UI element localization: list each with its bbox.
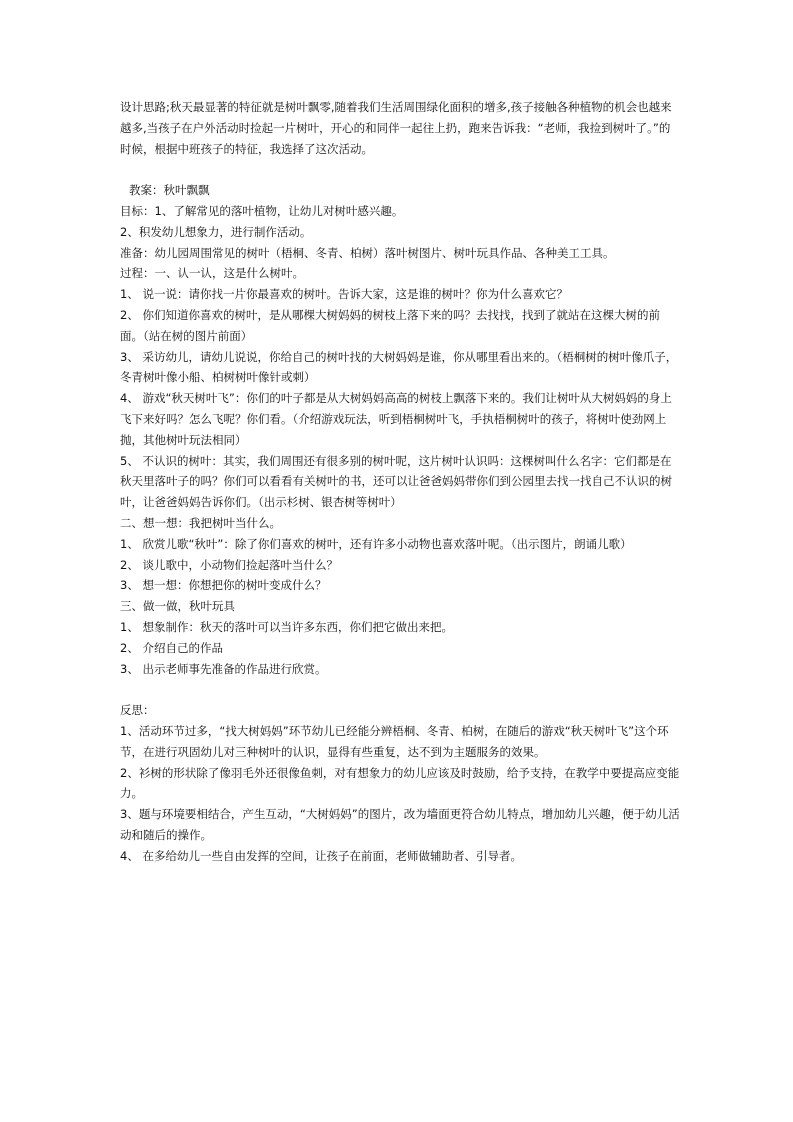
reflection-item: 4、 在多给幼儿一些自由发挥的空间，让孩子在前面，老师做辅助者、引导者。 [120, 848, 522, 863]
lesson-step: 1、 说一说：请你找一片你最喜欢的树叶。告诉大家，这是谁的树叶？你为什么喜欢它？ [120, 287, 568, 302]
lesson-goal-1: 目标：1、了解常见的落叶植物，让幼儿对树叶感兴趣。 [120, 203, 404, 218]
document-body [120, 97, 680, 866]
lesson-step: 4、 游戏“秋天树叶飞”：你们的叶子都是从大树妈妈高高的树枝上飘落下来的。我们让树叶从大树妈妈的身上飞下来好吗？怎么飞呢？你们看。（介绍游戏玩法，听到梧桐树叶飞，手执梧桐树叶的孩子，将树叶使劲网上抛，其他树叶玩法相同） [120, 391, 672, 447]
reflection-item: 2、衫树的形状除了像羽毛外还很像鱼刺，对有想象力的幼儿应该及时鼓励，给予支持，在教学中要提高应变能力。 [120, 765, 680, 801]
lesson-step: 2、 你们知道你喜欢的树叶，是从哪棵大树妈妈的树枝上落下来的吗？去找找，找到了就站在这棵大树的前面。（站在树的图片前面） [120, 307, 660, 343]
lesson-process-part-3: 三、做一做，秋叶玩具 [120, 599, 235, 614]
lesson-step: 2、 谈儿歌中，小动物们捡起落叶当什么？ [120, 557, 338, 572]
lesson-step: 3、 想一想：你想把你的树叶变成什么？ [120, 578, 327, 593]
lesson-step: 1、 想象制作：秋天的落叶可以当许多东西，你们把它做出来把。 [120, 619, 453, 634]
reflection-title: 反思： [120, 703, 155, 718]
lesson-process-part-2: 二、想一想：我把树叶当什么。 [120, 515, 281, 530]
lesson-title: 教案：秋叶飘飘 [129, 183, 210, 198]
spacer [120, 159, 680, 180]
spacer [120, 679, 680, 700]
lesson-preparation: 准备：幼儿园周围常见的树叶（梧桐、冬青、柏树）落叶树图片、树叶玩具作品、各种美工工具。 [120, 245, 615, 260]
lesson-step: 3、 采访幼儿，请幼儿说说，你给自己的树叶找的大树妈妈是谁，你从哪里看出来的。（梧桐树的树叶像爪子，冬青树叶像小船、柏树树叶像针或刺） [120, 349, 678, 385]
reflection-item: 3、题与环境要相结合，产生互动，“大树妈妈”的图片，改为墙面更符合幼儿特点，增加幼儿兴趣，便于幼儿活动和随后的操作。 [120, 807, 680, 842]
reflection-item: 1、活动环节过多，“找大树妈妈”环节幼儿已经能分辨梧桐、冬青、柏树，在随后的游戏“秋天树叶飞”这个环节，在进行巩固幼儿对三种树叶的认识，显得有些重复，达不到为主题服务的效果。 [120, 723, 669, 759]
lesson-step: 2、 介绍自己的作品 [120, 640, 223, 655]
design-idea-paragraph: 设计思路;秋天最显著的特征就是树叶飘零,随着我们生活周围绿化面积的增多,孩子接触各种植物的机会也越来越多,当孩子在户外活动时捡起一片树叶，开心的和同伴一起往上扔，跑来告诉我：“老师，我捡到树叶了。”的时候，根据中班孩子的特征，我选择了这次活动。 [120, 100, 672, 156]
lesson-goal-2: 2、积发幼儿想象力，进行制作活动。 [120, 224, 312, 239]
lesson-step: 5、 不认识的树叶：其实，我们周围还有很多别的树叶呢，这片树叶认识吗：这棵树叫什么名字：它们都是在秋天里落叶子的吗？你们可以看看有关树叶的书，还可以让爸爸妈妈带你们到公园里去找一找自己不认识的树叶，让爸爸妈妈告诉你们。（出示杉树、银杏树等树叶） [120, 453, 672, 510]
lesson-step: 1、 欣赏儿歌“秋叶”：除了你们喜欢的树叶，还有许多小动物也喜欢落叶呢。（出示图片，朗诵儿歌） [120, 536, 632, 551]
lesson-process-part-1: 过程：一、认一认，这是什么树叶。 [120, 266, 304, 281]
lesson-step: 3、 出示老师事先准备的作品进行欣赏。 [120, 661, 327, 676]
